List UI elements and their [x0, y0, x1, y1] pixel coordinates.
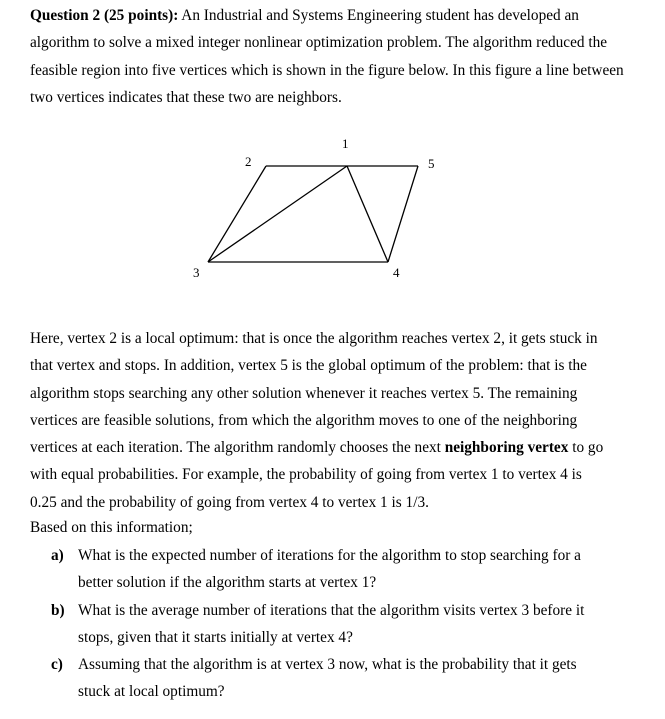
body-line-2: that vertex and stops. In addition, vertex 5 is the global optimum of the problem: that is the: [30, 357, 587, 375]
based-on-text: Based on this information;: [30, 519, 193, 536]
sub-question-label: b): [51, 601, 65, 619]
sub-question-a: a) What is the expected number of iterations for the algorithm to stop searching for a better solution if the algorithm starts at vertex 1?: [51, 542, 641, 597]
intro-line-2: algorithm to solve a mixed integer nonlinear optimization problem. The algorithm reduced the: [30, 34, 608, 52]
question-heading: Question 2 (25 points):: [30, 7, 179, 24]
edge-4-5: [388, 166, 418, 262]
vertex-label-2: 2: [245, 154, 252, 169]
body-line-3: algorithm stops searching any other solution whenever it reaches vertex 5. The remaining: [30, 384, 578, 402]
vertex-label-5: 5: [428, 156, 435, 171]
body-line-6: with equal probabilities. For example, the probability of going from vertex 1 to vertex 4 is: [30, 466, 582, 484]
sub-question-b: b) What is the average number of iterations that the algorithm visits vertex 3 before it stops, given that it starts initially at vertex 4?: [51, 597, 641, 652]
sub-question-label: a): [51, 547, 64, 564]
body-line-5: vertices at each iteration. The algorithm randomly chooses the next neighboring vertex to go: [30, 439, 604, 457]
body-line-1: Here, vertex 2 is a local optimum: that is once the algorithm reaches vertex 2, it gets stuck in: [30, 330, 598, 347]
neighboring-vertex-emphasis: neighboring vertex: [444, 439, 569, 457]
edge-2-3: [208, 166, 266, 262]
sub-question-label: c): [51, 656, 63, 674]
sub-questions-list: [51, 542, 641, 706]
vertex-label-1: 1: [342, 136, 349, 151]
intro-line-1: Question 2 (25 points): An Industrial and Systems Engineering student has developed an: [30, 7, 579, 24]
problem-description: [30, 325, 642, 516]
vertex-label-3: 3: [193, 265, 200, 280]
vertex-label-4: 4: [393, 265, 400, 280]
edge-1-4: [347, 166, 388, 262]
intro-line-4: two vertices indicates that these two are neighbors.: [30, 88, 342, 106]
intro-line-3: feasible region into five vertices which is shown in the figure below. In this figure a line between: [30, 61, 624, 79]
edge-3-1: [208, 166, 347, 262]
question-intro: [30, 2, 642, 111]
body-line-4: vertices are feasible solutions, from which the algorithm moves to one of the neighboring: [30, 411, 578, 429]
body-line-7: 0.25 and the probability of going from vertex 4 to vertex 1 is 1/3.: [30, 493, 429, 511]
sub-question-c: c) Assuming that the algorithm is at vertex 3 now, what is the probability that it gets stuck at local optimum?: [51, 651, 641, 706]
